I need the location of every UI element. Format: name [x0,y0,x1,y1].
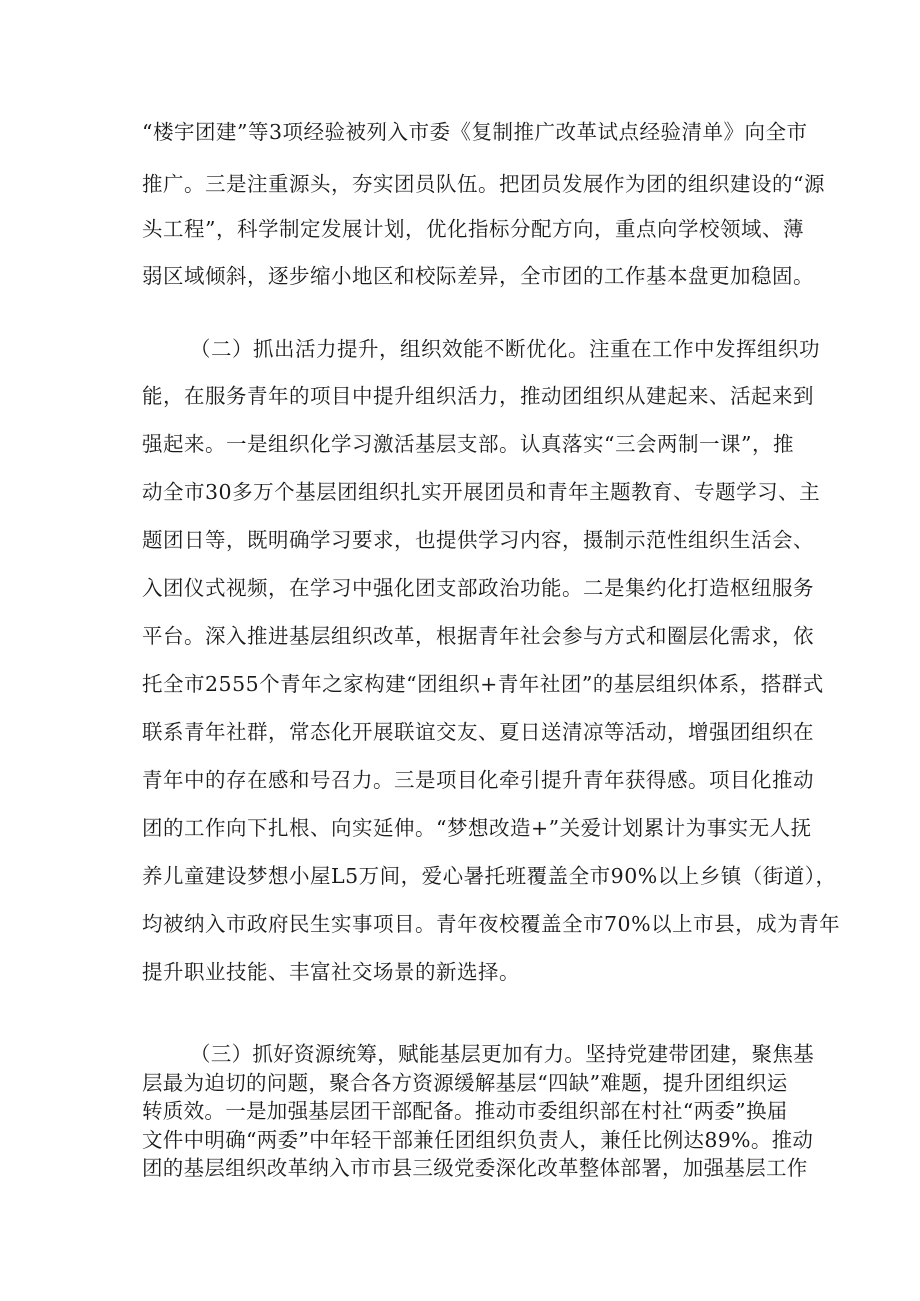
text-line: 均被纳入市政府民生实事项目。青年夜校覆盖全市70%以上市县，成为青年 [142,912,841,936]
text-line: 平台。深入推进基层组织改革，根据青年社会参与方式和圈层化需求，依 [142,624,814,648]
text-line: 入团仪式视频，在学习中强化团支部政治功能。二是集约化打造枢纽服务 [142,576,814,600]
text-line: 文件中明确“两委”中年轻干部兼任团组织负责人，兼任比例达89%。推动 [142,1128,814,1152]
text-line: 头工程”，科学制定发展计划，优化指标分配方向，重点向学校领域、薄 [142,217,804,241]
text-line: 团的工作向下扎根、向实延伸。“梦想改造+”关爱计划累计为事实无人抚 [142,816,812,840]
text-line: 转质效。一是加强基层团干部配备。推动市委组织部在村社“两委”换届 [142,1099,788,1123]
text-line: 托全市2555个青年之家构建“团组织+青年社团”的基层组织体系，搭群式 [142,672,824,696]
text-line: （三）抓好资源统筹，赋能基层更加有力。坚持党建带团建，聚焦基 [190,1042,814,1066]
text-line: 青年中的存在感和号召力。三是项目化牵引提升青年获得感。项目化推动 [142,768,814,792]
text-line: 推广。三是注重源头，夯实团员队伍。把团员发展作为团的组织建设的“源 [142,172,825,196]
text-line: 题团日等，既明确学习要求，也提供学习内容，摄制示范性组织生活会、 [142,528,814,552]
text-line: 联系青年社群，常态化开展联谊交友、夏日送清凉等活动，增强团组织在 [142,720,814,744]
text-line: 动全市30多万个基层团组织扎实开展团员和青年主题教育、专题学习、主 [142,480,821,504]
text-line: 能，在服务青年的项目中提升组织活力，推动团组织从建起来、活起来到 [142,384,814,408]
text-line: （二）抓出活力提升，组织效能不断优化。注重在工作中发挥组织功 [190,337,820,361]
text-line: 强起来。一是组织化学习激活基层支部。认真落实“三会两制一课”，推 [142,432,794,456]
text-line: 团的基层组织改革纳入市市县三级党委深化改革整体部署，加强基层工作 [142,1156,808,1180]
text-line: 养儿童建设梦想小屋L5万间，爱心暑托班覆盖全市90%以上乡镇（街道）， [142,864,837,888]
text-line: 层最为迫切的问题，聚合各方资源缓解基层“四缺”难题，提升团组织运 [142,1071,788,1095]
text-line: 提升职业技能、丰富社交场景的新选择。 [142,960,520,984]
text-line: 弱区域倾斜，逐步缩小地区和校际差异，全市团的工作基本盘更加稳固。 [142,264,814,288]
text-line: “楼宇团建”等3项经验被列入市委《复制推广改革试点经验清单》向全市 [142,120,808,144]
